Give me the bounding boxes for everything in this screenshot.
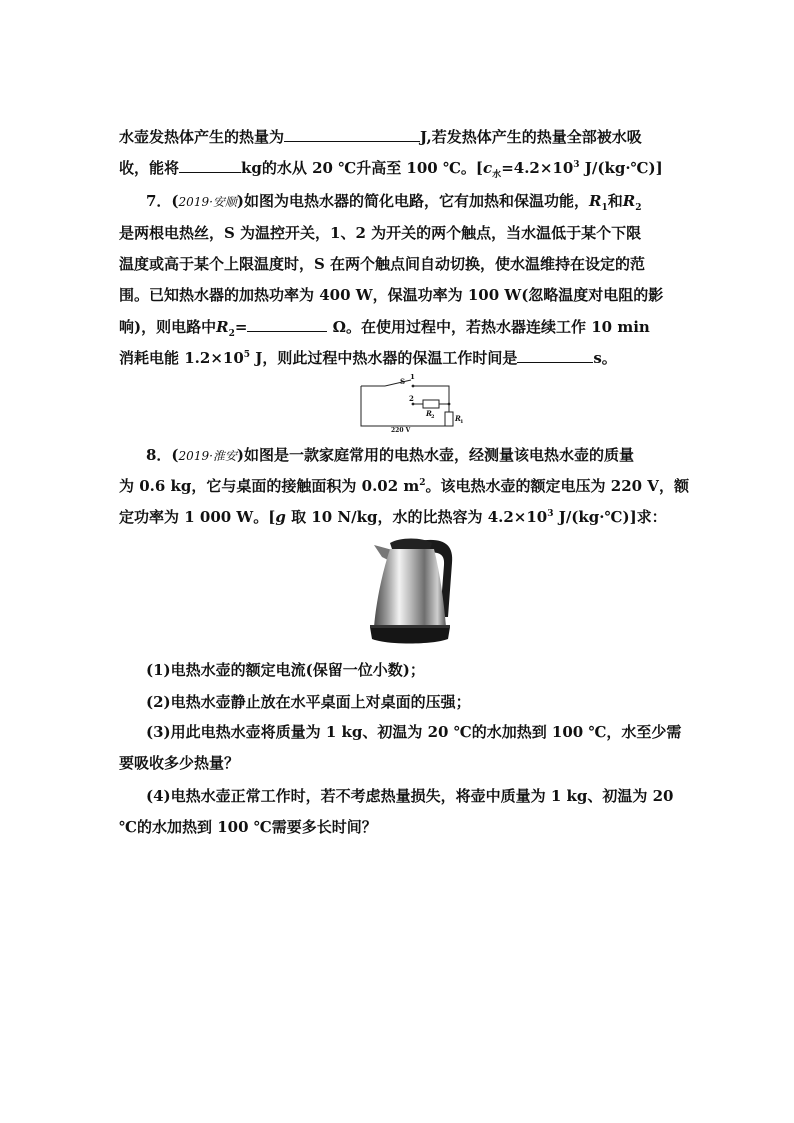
subscript: 1 xyxy=(601,203,608,213)
superscript: 2 xyxy=(419,478,426,488)
r1-sub-label: 1 xyxy=(460,419,464,425)
q8-line-3 xyxy=(119,507,674,527)
gravity-symbol: g xyxy=(275,508,286,526)
q7-number: 7．( xyxy=(146,192,179,210)
q7-line-5 xyxy=(119,316,674,337)
r2-symbol: R xyxy=(216,318,229,336)
contact-2-label: 2 xyxy=(409,394,414,403)
q7-line-3: 温度或高于某个上限温度时，S 在两个触点间自动切换，使水温维持在设定的范 xyxy=(119,255,646,273)
contact-1-label: 1 xyxy=(410,374,415,381)
answer-blank-heat[interactable] xyxy=(284,126,420,142)
r1-label: R xyxy=(455,414,461,423)
q8-text: 。该电热水壶的额定电压为 220 V，额 xyxy=(425,477,689,495)
q7-text: Ω。在使用过程中，若热水器连续工作 10 min xyxy=(327,318,650,336)
q8-number: 8．( xyxy=(146,446,179,464)
q7-text: s。 xyxy=(593,349,617,367)
q7-text: 响)，则电路中 xyxy=(119,318,217,336)
q7-source: 2019·安顺 xyxy=(178,195,237,209)
subscript: 2 xyxy=(228,329,235,339)
q7-line-1 xyxy=(146,191,701,212)
kettle-body xyxy=(374,549,446,627)
q6-line-1 xyxy=(119,126,674,147)
subscript: 2 xyxy=(635,203,642,213)
q6-text: 水壶发热体产生的热量为 xyxy=(119,128,285,146)
q8-text: 定功率为 1 000 W。[ xyxy=(119,508,276,526)
q8-text: )如图是一款家庭常用的电热水壶，经测量该电热水壶的质量 xyxy=(236,446,635,464)
q6-line-2 xyxy=(119,157,674,178)
q8-text: 取 10 N/kg，水的比热容为 4.2×10 xyxy=(285,508,548,526)
q8-line-1 xyxy=(146,445,701,466)
answer-blank-mass[interactable] xyxy=(179,157,241,173)
electric-kettle-photo xyxy=(362,533,462,647)
answer-blank-r2[interactable] xyxy=(247,316,327,332)
q8-line-2 xyxy=(119,476,689,496)
q8-subquestion-4-line-2: ℃的水加热到 100 ℃需要多长时间？ xyxy=(119,818,377,836)
specific-heat-symbol: c xyxy=(483,159,493,177)
superscript: 3 xyxy=(573,160,580,170)
q7-text: 和 xyxy=(607,192,623,210)
q8-text: J/(kg·℃)]求： xyxy=(553,508,667,526)
q6-text: kg的水从 20 ℃升高至 100 ℃。[ xyxy=(241,159,484,177)
r2-symbol: R xyxy=(622,192,636,210)
q7-line-4: 围。已知热水器的加热功率为 400 W，保温功率为 100 W(忽略温度对电阻的影 xyxy=(119,286,664,304)
q8-subquestion-4-line-1: (4)电热水壶正常工作时，若不考虑热量损失，将壶中质量为 1 kg、初温为 20 xyxy=(146,787,674,805)
r2-sub-label: 2 xyxy=(431,414,435,420)
r2-label: R xyxy=(426,409,432,418)
q8-subquestion-3-line-1: (3)用此电热水壶将质量为 1 kg、初温为 20 ℃的水加热到 100 ℃，水至少需 xyxy=(146,723,682,741)
q7-line-2: 是两根电热丝，S 为温控开关，1、2 为开关的两个触点，当水温低于某个下限 xyxy=(119,224,642,242)
circuit-diagram xyxy=(355,374,470,434)
answer-blank-time[interactable] xyxy=(517,347,593,363)
q6-text: 收，能将 xyxy=(119,159,180,177)
q7-text: = xyxy=(234,318,248,336)
q8-subquestion-1: (1)电热水壶的额定电流(保留一位小数)； xyxy=(146,661,425,679)
q6-text: =4.2×10 xyxy=(501,159,574,177)
q8-subquestion-2: (2)电热水壶静止放在水平桌面上对桌面的压强； xyxy=(146,693,471,711)
r1-symbol: R xyxy=(589,192,602,210)
superscript: 5 xyxy=(243,350,251,360)
q7-text: 消耗电能 1.2×10 xyxy=(119,349,244,367)
q7-text: J，则此过程中热水器的保温工作时间是 xyxy=(250,349,518,367)
kettle-base xyxy=(370,627,450,644)
q8-text: 为 0.6 kg，它与桌面的接触面积为 0.02 m xyxy=(119,477,420,495)
switch-label: S xyxy=(400,377,406,386)
q7-line-6 xyxy=(119,347,674,368)
q8-source: 2019·淮安 xyxy=(178,449,237,463)
subscript: 水 xyxy=(492,170,502,180)
voltage-label: 220 V xyxy=(391,427,411,434)
q7-text: )如图为电热水器的简化电路，它有加热和保温功能， xyxy=(236,192,590,210)
q6-text: J/(kg·℃)] xyxy=(579,159,663,177)
q8-subquestion-3-line-2: 要吸收多少热量？ xyxy=(119,754,240,772)
q6-text: J,若发热体产生的热量全部被水吸 xyxy=(420,128,642,146)
superscript: 3 xyxy=(547,509,554,519)
